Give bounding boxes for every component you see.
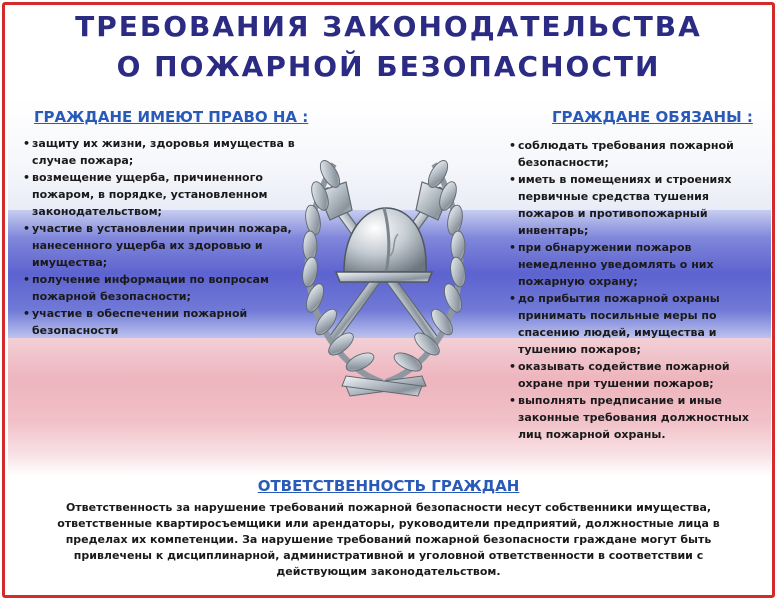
rights-item: • участие в установлении причин пожара, нанесенного ущерба их здоровью и имущества; bbox=[22, 220, 300, 271]
poster-title-line-1: ТРЕБОВАНИЯ ЗАКОНОДАТЕЛЬСТВА bbox=[75, 10, 702, 43]
duties-item: • иметь в помещениях и строениях первичные средства тушения пожаров и противопожарный инвентарь; bbox=[508, 171, 766, 239]
duties-item: • соблюдать требования пожарной безопасности; bbox=[508, 137, 766, 171]
duties-item: • оказывать содействие пожарной охране при тушении пожаров; bbox=[508, 358, 766, 392]
duties-item: • при обнаружении пожаров немедленно уведомлять о них пожарную охрану; bbox=[508, 239, 766, 290]
rights-heading: ГРАЖДАНЕ ИМЕЮТ ПРАВО НА : bbox=[34, 108, 309, 126]
responsibility-heading: ОТВЕТСТВЕННОСТЬ ГРАЖДАН bbox=[257, 477, 520, 495]
fire-helmet-emblem-icon bbox=[286, 150, 482, 408]
poster-title-line-2: О ПОЖАРНОЙ БЕЗОПАСНОСТИ bbox=[116, 50, 661, 83]
duties-heading: ГРАЖДАНЕ ОБЯЗАНЫ : bbox=[552, 108, 753, 126]
duties-list bbox=[508, 137, 766, 443]
rights-item: • защиту их жизни, здоровья имущества в случае пожара; bbox=[22, 135, 300, 169]
responsibility-text: Ответственность за нарушение требований пожарной безопасности несут собственники имущества, ответственные квартиросъемщики или арендаторы, руководители предприятий, должностные лица в пределах их компетенции. За нарушение требований пожарной безопасности граждане могут быть привлечены к дисциплинарной, административной и уголовной ответственности в соответствии с действующим законодательством. bbox=[57, 501, 720, 578]
rights-item: • возмещение ущерба, причиненного пожаром, в порядке, установленном законодательством; bbox=[22, 169, 300, 220]
rights-list bbox=[22, 135, 300, 339]
rights-item: • участие в обеспечении пожарной безопасности bbox=[22, 305, 300, 339]
duties-item: • до прибытия пожарной охраны принимать посильные меры по спасению людей, имущества и тушению пожаров; bbox=[508, 290, 766, 358]
rights-item: • получение информации по вопросам пожарной безопасности; bbox=[22, 271, 300, 305]
duties-item: • выполнять предписание и иные законные требования должностных лиц пожарной охраны. bbox=[508, 392, 766, 443]
